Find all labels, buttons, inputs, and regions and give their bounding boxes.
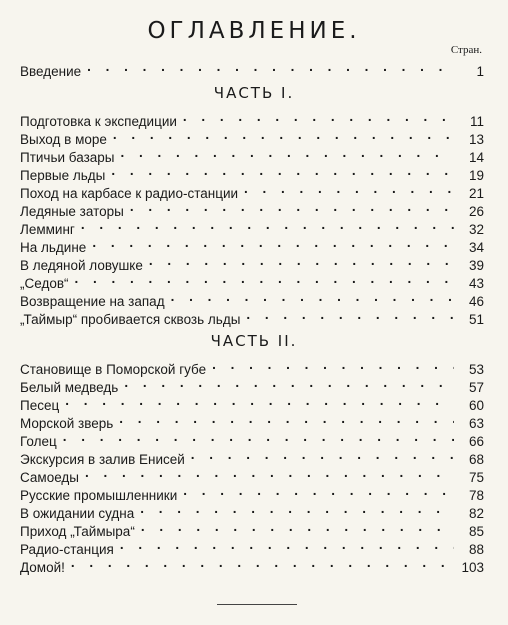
toc-entry-page: 53 [468, 362, 484, 377]
toc-entry-label: Возвращение на запад [20, 294, 165, 309]
toc-entry-page: 88 [468, 542, 484, 557]
toc-entry-label: Первые льды [20, 168, 106, 183]
toc-entry [20, 410, 484, 431]
dot-leader [169, 288, 454, 306]
part-1-heading: ЧАСТЬ I. [213, 84, 295, 102]
toc-entry-label: В ледяной ловушке [20, 258, 143, 273]
toc-entry-page: 21 [468, 186, 484, 201]
toc-entry-page: 32 [468, 222, 484, 237]
dot-leader [139, 518, 454, 536]
toc-entry [20, 270, 484, 291]
dot-leader [83, 464, 454, 482]
toc-entry-label: Становище в Поморской губе [20, 362, 207, 377]
dot-leader [118, 536, 454, 554]
toc-entry [20, 428, 484, 449]
toc-entry-label: На льдине [20, 240, 87, 255]
toc-entry [20, 356, 484, 377]
page-title: ОГЛАВЛЕНИЕ. [147, 18, 361, 44]
toc-entry-page: 39 [468, 258, 484, 273]
dot-leader [111, 126, 454, 144]
toc-entry-page: 26 [468, 204, 484, 219]
dot-leader [118, 144, 454, 162]
dot-leader [90, 234, 454, 252]
toc-entry [20, 464, 484, 485]
dot-leader [189, 446, 454, 464]
toc-entry-label: Птичьи базары [20, 150, 115, 165]
toc-entry-page: 13 [468, 132, 484, 147]
toc-entry-page: 57 [468, 380, 484, 395]
toc-entry-label: Русские промышленники [20, 488, 178, 503]
toc-entry-label: Лемминг [20, 222, 75, 237]
toc-entry [20, 374, 484, 395]
toc-entry-page: 78 [468, 488, 484, 503]
toc-entry-page: 14 [468, 150, 484, 165]
dot-leader [109, 162, 454, 180]
toc-entry-page: 19 [468, 168, 484, 183]
toc-entry [20, 500, 484, 521]
dot-leader [147, 252, 454, 270]
dot-leader [210, 356, 454, 374]
dot-leader [61, 428, 454, 446]
toc-entry-label: Введение [20, 64, 82, 79]
dot-leader [244, 306, 454, 324]
toc-entry-label: Белый медведь [20, 380, 119, 395]
toc-entry-label: „Седов“ [20, 276, 69, 291]
toc-entry-page: 60 [468, 398, 484, 413]
toc-entry-page: 66 [468, 434, 484, 449]
toc-entry-page: 63 [468, 416, 484, 431]
toc-entry-label: Подготовка к экспедиции [20, 114, 177, 129]
closing-rule [217, 604, 297, 605]
toc-entry [20, 144, 484, 165]
toc-entry-label: „Таймыр“ пробивается сквозь льды [20, 312, 241, 327]
toc-entry [20, 180, 484, 201]
toc-entry-page: 82 [468, 506, 484, 521]
toc-entry-page: 103 [461, 560, 484, 575]
toc-entry-page: 11 [469, 114, 484, 129]
toc-entry-label: Морской зверь [20, 416, 114, 431]
toc-entry [20, 288, 484, 309]
toc-entry [20, 518, 484, 539]
toc-entry-page: 51 [468, 312, 484, 327]
dot-leader [63, 392, 454, 410]
part-2-heading: ЧАСТЬ II. [210, 332, 298, 350]
toc-entry [20, 536, 484, 557]
toc-entry-page: 85 [468, 524, 484, 539]
toc-entry-page: 43 [468, 276, 484, 291]
dot-leader [181, 108, 454, 126]
toc-entry [20, 198, 484, 219]
dot-leader [242, 180, 454, 198]
toc-entry [20, 216, 484, 237]
toc-entry-label: Приход „Таймыра“ [20, 524, 135, 539]
pages-column-header: Стран. [450, 44, 482, 56]
toc-entry [20, 126, 484, 147]
toc-entry-label: Голец [20, 434, 57, 449]
toc-entry [20, 234, 484, 255]
toc-entry-page: 46 [468, 294, 484, 309]
dot-leader [128, 198, 454, 216]
toc-entry [20, 446, 484, 467]
toc-entry-page: 1 [476, 64, 484, 79]
dot-leader [138, 500, 454, 518]
toc-entry-label: Радио-станция [20, 542, 114, 557]
toc-entry-label: Поход на карбасе к радио-станции [20, 186, 239, 201]
dot-leader [117, 410, 454, 428]
toc-entry [20, 306, 484, 327]
dot-leader [69, 554, 454, 572]
dot-leader [85, 58, 454, 76]
toc-entry [20, 392, 484, 413]
toc-entry-label: Выход в море [20, 132, 107, 147]
toc-entry [20, 482, 484, 503]
toc-entry-intro [20, 58, 484, 79]
toc-entry [20, 252, 484, 273]
toc-entry-page: 75 [468, 470, 484, 485]
toc-entry-label: Домой! [20, 560, 65, 575]
toc-entry-label: Самоеды [20, 470, 79, 485]
toc-entry-page: 34 [468, 240, 484, 255]
dot-leader [79, 216, 454, 234]
toc-entry [20, 162, 484, 183]
dot-leader [181, 482, 454, 500]
toc-entry [20, 554, 484, 575]
dot-leader [122, 374, 454, 392]
toc-entry-page: 68 [468, 452, 484, 467]
toc-entry-label: В ожидании судна [20, 506, 135, 521]
toc-entry-label: Песец [20, 398, 60, 413]
toc-entry [20, 108, 484, 129]
dot-leader [73, 270, 454, 288]
toc-entry-label: Ледяные заторы [20, 204, 124, 219]
toc-entry-label: Экскурсия в залив Енисей [20, 452, 185, 467]
